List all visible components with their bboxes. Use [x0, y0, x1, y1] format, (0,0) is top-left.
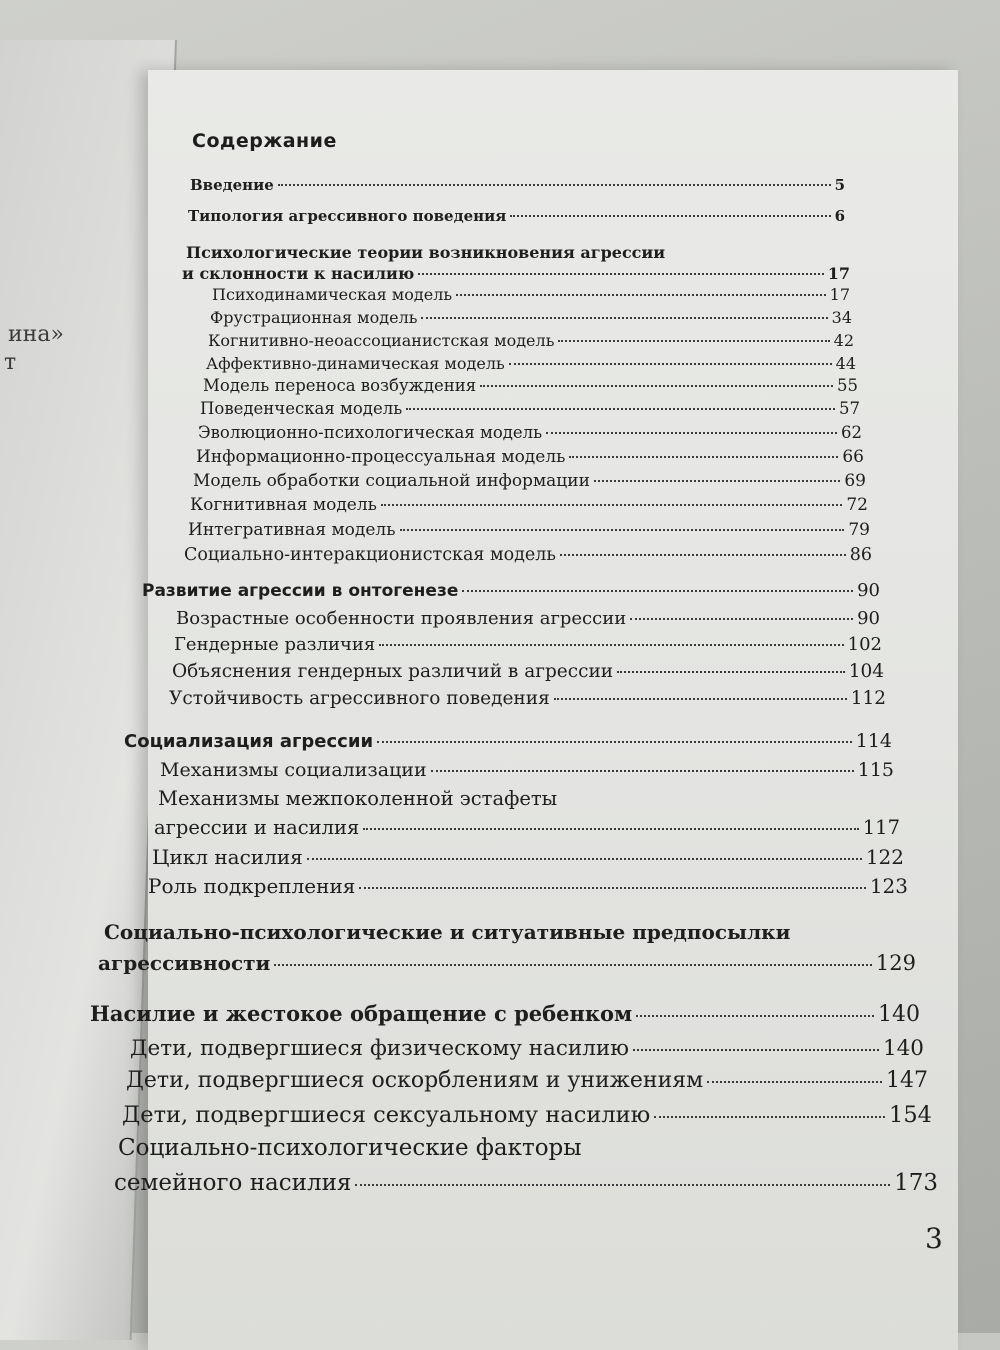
toc-leader-dots [307, 858, 862, 860]
toc-leader-dots [594, 480, 840, 482]
toc-entry-situational[interactable] [98, 951, 916, 975]
toc-leader-dots [558, 340, 829, 342]
toc-entry-information-processing[interactable] [196, 447, 864, 467]
toc-leader-dots [418, 273, 823, 275]
toc-leader-dots [636, 1015, 874, 1017]
toc-leader-dots [381, 504, 842, 506]
left-page-fragment: т [4, 350, 17, 375]
toc-entry-violence-cycle[interactable] [152, 845, 904, 869]
toc-entry-family-violence[interactable] [114, 1170, 938, 1196]
toc-entry-title: Поведенческая модель [200, 399, 403, 418]
toc-leader-dots [377, 741, 852, 743]
toc-entry-page: 42 [833, 331, 854, 350]
toc-entry-page: 57 [839, 399, 860, 418]
toc-leader-dots [707, 1081, 882, 1083]
toc-entry-introduction[interactable] [190, 176, 845, 194]
toc-entry-title: Гендерные различия [174, 634, 376, 655]
toc-leader-dots [546, 432, 837, 434]
toc-entry-excitation-transfer[interactable] [203, 376, 858, 395]
toc-entry-page: 112 [850, 688, 886, 709]
toc-entry-page: 114 [855, 730, 892, 752]
toc-entry-page: 17 [827, 264, 850, 283]
toc-entry-title: Социализация агрессии [124, 731, 374, 752]
toc-entry-title: агрессивности [98, 951, 271, 975]
toc-entry-page: 66 [842, 447, 864, 467]
toc-leader-dots [421, 317, 827, 319]
page-title: Содержание [192, 130, 337, 152]
toc-entry-page: 17 [829, 285, 850, 304]
toc-leader-dots [630, 618, 853, 620]
toc-leader-dots [560, 554, 846, 556]
toc-entry-page: 62 [841, 423, 862, 442]
toc-entry-socialization[interactable] [124, 730, 892, 752]
toc-entry-title-line1: Психологические теории возникновения агрессии [186, 243, 666, 262]
toc-entry-reinforcement[interactable] [148, 874, 908, 898]
toc-leader-dots [359, 887, 865, 889]
toc-entry-socialization-mechanisms[interactable] [160, 759, 894, 781]
toc-leader-dots [379, 644, 843, 646]
toc-entry-page: 72 [846, 495, 868, 515]
toc-entry-sexual-abuse[interactable] [122, 1102, 932, 1128]
toc-entry-integrative[interactable] [188, 520, 870, 540]
toc-entry-page: 5 [834, 176, 845, 194]
toc-leader-dots [480, 385, 833, 387]
toc-entry-page: 55 [837, 376, 858, 395]
toc-entry-title: Устойчивость агрессивного поведения [169, 688, 550, 709]
toc-entry-page: 117 [862, 816, 900, 839]
toc-entry-title: Социально-интеракционистская модель [184, 545, 556, 565]
toc-entry-gender-differences[interactable] [174, 634, 882, 655]
toc-leader-dots [355, 1184, 890, 1186]
left-page-fragment: ина» [8, 322, 64, 347]
toc-entry-psychodynamic[interactable] [212, 285, 850, 304]
toc-entry-title: Когнитивная модель [190, 495, 377, 515]
toc-leader-dots [431, 770, 854, 772]
page-number: 3 [925, 1222, 943, 1255]
toc-entry-evolutionary[interactable] [198, 423, 862, 442]
toc-leader-dots [363, 828, 858, 830]
toc-entry-child-abuse[interactable] [90, 1001, 920, 1027]
toc-leader-dots [633, 1049, 879, 1051]
toc-entry-page: 102 [847, 634, 882, 655]
toc-entry-page: 86 [849, 545, 872, 565]
toc-entry-intergenerational[interactable] [154, 816, 900, 839]
toc-entry-title: Аффективно-динамическая модель [206, 354, 505, 373]
toc-entry-title: Интегративная модель [188, 520, 396, 540]
toc-entry-page: 34 [831, 308, 852, 327]
toc-entry-physical-abuse[interactable] [130, 1036, 924, 1061]
toc-entry-title: Введение [190, 176, 274, 194]
toc-entry-title: Эволюционно-психологическая модель [198, 423, 543, 442]
toc-entry-page: 104 [848, 661, 884, 682]
toc-leader-dots [554, 698, 847, 700]
toc-leader-dots [654, 1116, 885, 1118]
toc-leader-dots [510, 215, 830, 217]
toc-entry-page: 122 [865, 845, 904, 869]
toc-entry-psych-theories[interactable] [182, 264, 850, 283]
toc-entry-stability[interactable] [169, 688, 886, 709]
toc-leader-dots [462, 590, 853, 592]
toc-entry-page: 79 [848, 520, 870, 540]
toc-entry-page: 115 [857, 759, 894, 781]
toc-entry-page: 69 [844, 471, 866, 491]
toc-leader-dots [274, 964, 872, 966]
toc-entry-title: Возрастные особенности проявления агрессии [176, 608, 627, 629]
toc-entry-page: 154 [889, 1102, 932, 1128]
toc-entry-page: 140 [878, 1002, 920, 1027]
toc-entry-title: Информационно-процессуальная модель [196, 447, 566, 467]
toc-entry-social-interactionist[interactable] [184, 545, 872, 565]
toc-entry-title: Роль подкрепления [148, 874, 356, 898]
toc-entry-title: семейного насилия [114, 1170, 352, 1196]
toc-entry-title-line1: Социально-психологические факторы [118, 1135, 582, 1161]
toc-entry-title: Объяснения гендерных различий в агрессии [172, 661, 614, 682]
toc-entry-title: Дети, подвергшиеся оскорблениям и унижениям [126, 1068, 704, 1093]
toc-entry-page: 147 [886, 1068, 928, 1093]
toc-leader-dots [406, 408, 835, 410]
toc-entry-behavioral[interactable] [200, 399, 860, 418]
toc-entry-page: 173 [894, 1170, 938, 1196]
toc-entry-title: Дети, подвергшиеся сексуальному насилию [122, 1102, 651, 1128]
toc-entry-age-features[interactable] [176, 608, 880, 629]
toc-leader-dots [278, 184, 831, 186]
toc-entry-title: Дети, подвергшиеся физическому насилию [130, 1036, 629, 1061]
toc-entry-cognitive[interactable] [190, 495, 868, 515]
toc-entry-title: Психодинамическая модель [212, 285, 453, 304]
toc-entry-title-line1: Механизмы межпоколенной эстафеты [158, 787, 558, 810]
toc-entry-title: Насилие и жестокое обращение с ребенком [90, 1001, 633, 1026]
toc-entry-page: 123 [869, 874, 908, 898]
toc-entry-gender-explanations[interactable] [172, 661, 884, 682]
toc-entry-title: Фрустрационная модель [210, 308, 418, 327]
toc-entry-page: 90 [857, 580, 880, 601]
toc-entry-title: Цикл насилия [152, 845, 303, 869]
toc-entry-affective-dynamic[interactable] [206, 354, 856, 373]
toc-entry-page: 129 [875, 951, 916, 975]
toc-entry-page: 90 [857, 608, 880, 629]
toc-entry-title: Модель переноса возбуждения [203, 376, 477, 395]
toc-entry-typology[interactable] [188, 207, 845, 225]
toc-entry-page: 6 [834, 207, 845, 225]
toc-entry-title: Развитие агрессии в онтогенезе [142, 581, 459, 601]
toc-entry-page: 44 [835, 354, 856, 373]
toc-leader-dots [400, 529, 845, 531]
toc-entry-cognitive-neoassociation[interactable] [208, 331, 854, 350]
toc-entry-frustration[interactable] [210, 308, 852, 327]
toc-leader-dots [456, 294, 826, 296]
toc-entry-title: и склонности к насилию [182, 264, 415, 283]
toc-entry-ontogenesis[interactable] [142, 580, 880, 601]
toc-entry-title: Механизмы социализации [160, 759, 427, 781]
toc-entry-title: Модель обработки социальной информации [193, 471, 590, 491]
toc-entry-title: Типология агрессивного поведения [188, 207, 507, 225]
toc-entry-page: 140 [882, 1036, 924, 1061]
toc-leader-dots [617, 671, 845, 673]
toc-entry-title: Когнитивно-неоассоцианистская модель [208, 331, 555, 350]
toc-entry-verbal-abuse[interactable] [126, 1068, 928, 1093]
toc-entry-social-information[interactable] [193, 471, 866, 491]
toc-leader-dots [569, 456, 838, 458]
toc-entry-title: агрессии и насилия [154, 816, 360, 839]
toc-leader-dots [509, 363, 832, 365]
toc-entry-title-line1: Социально-психологические и ситуативные предпосылки [104, 920, 791, 944]
